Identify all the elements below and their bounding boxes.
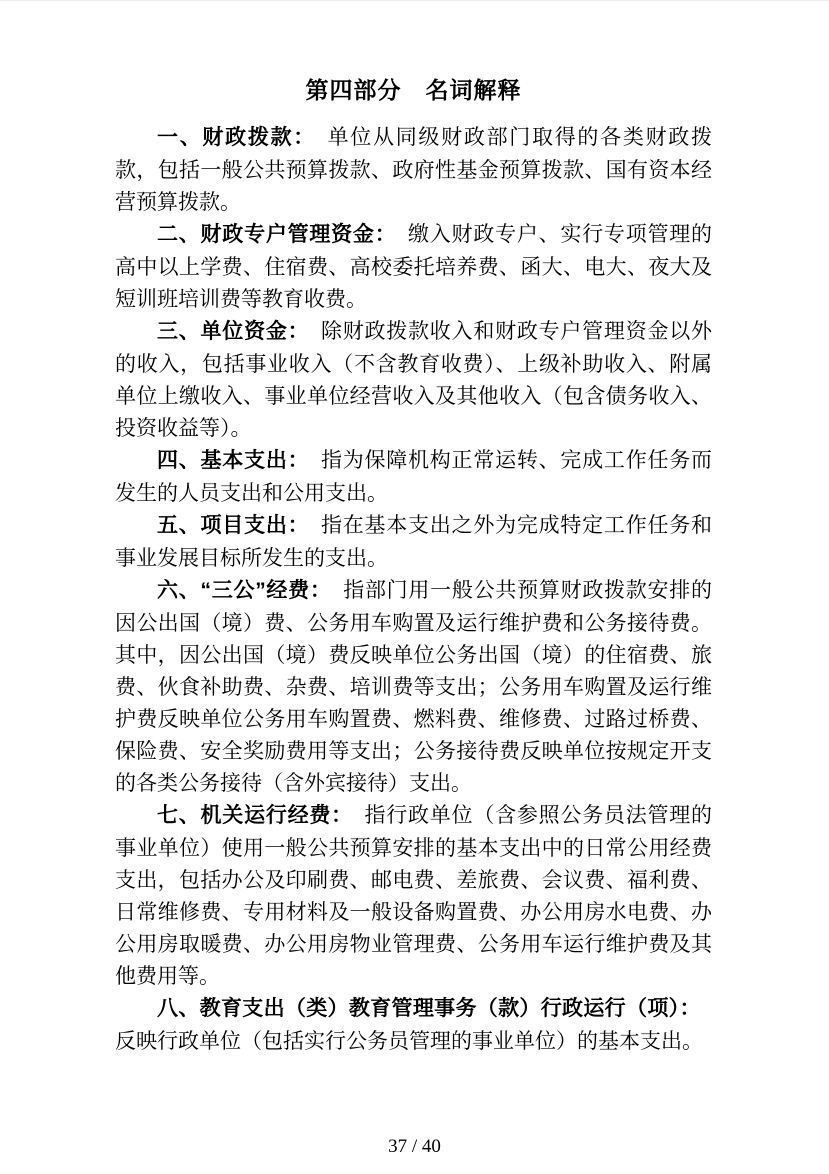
- page-title: 第四部分 名词解释: [305, 77, 522, 103]
- term-definition: 指为保障机构正常运转、完成工作任务而发生的人员支出和公用支出。: [115, 448, 713, 505]
- term-definition: 指行政单位（含参照公务员法管理的事业单位）使用一般公共预算安排的基本支出中的日常公用经费支出，包括办公及印刷费、邮电费、差旅费、会议费、福利费、日常维修费、专用材料及一般设备购置费、办公用房水电费、办公用房取暖费、办公用房物业管理费、公务用车运行维护费及其他费用等。: [115, 803, 713, 988]
- term-definition: 缴入财政专户、实行专项管理的高中以上学费、住宿费、高校委托培养费、函大、电大、夜大及短训班培训费等教育收费。: [115, 222, 713, 311]
- term-label: 七、机关运行经费：: [157, 804, 353, 827]
- term-label: 二、财政专户管理资金：: [157, 223, 397, 246]
- term-definition: 单位从同级财政部门取得的各类财政拨款，包括一般公共预算拨款、政府性基金预算拨款、国有资本经营预算拨款。: [115, 125, 713, 214]
- term-label: 三、单位资金：: [157, 320, 310, 343]
- term-label: 八、教育支出（类）教育管理事务（款）行政运行（项）：: [157, 997, 701, 1020]
- term-paragraph-2: [115, 218, 712, 315]
- term-paragraph-6: [115, 574, 712, 799]
- term-label: 四、基本支出：: [157, 449, 310, 472]
- document-content: [115, 73, 712, 1057]
- term-paragraph-5: [115, 509, 712, 574]
- term-definition: 反映行政单位（包括实行公务员管理的事业单位）的基本支出。: [115, 1029, 703, 1053]
- term-label: 五、项目支出：: [157, 514, 310, 537]
- term-paragraph-7: [115, 799, 712, 992]
- term-paragraph-1: [115, 121, 712, 218]
- page-number: 37 / 40: [388, 1136, 441, 1157]
- term-paragraph-3: [115, 315, 712, 444]
- term-label: 六、“三公”经费：: [157, 579, 332, 602]
- term-paragraph-4: [115, 444, 712, 509]
- term-definition: 指在基本支出之外为完成特定工作任务和事业发展目标所发生的支出。: [115, 513, 713, 570]
- term-label: 一、财政拨款：: [157, 126, 317, 149]
- term-definition: 除财政拨款收入和财政专户管理资金以外的收入，包括事业收入（不含教育收费）、上级补助收入、附属单位上缴收入、事业单位经营收入及其他收入（包含债务收入、投资收益等）。: [115, 319, 713, 440]
- term-definition: 指部门用一般公共预算财政拨款安排的因公出国（境）费、公务用车购置及运行维护费和公务接待费。其中，因公出国（境）费反映单位公务出国（境）的住宿费、旅费、伙食补助费、杂费、培训费等支出；公务用车购置及运行维护费反映单位公务用车购置费、燃料费、维修费、过路过桥费、保险费、安全奖励费用等支出；公务接待费反映单位按规定开支的各类公务接待（含外宾接待）支出。: [115, 578, 713, 795]
- term-paragraph-8: [115, 992, 712, 1057]
